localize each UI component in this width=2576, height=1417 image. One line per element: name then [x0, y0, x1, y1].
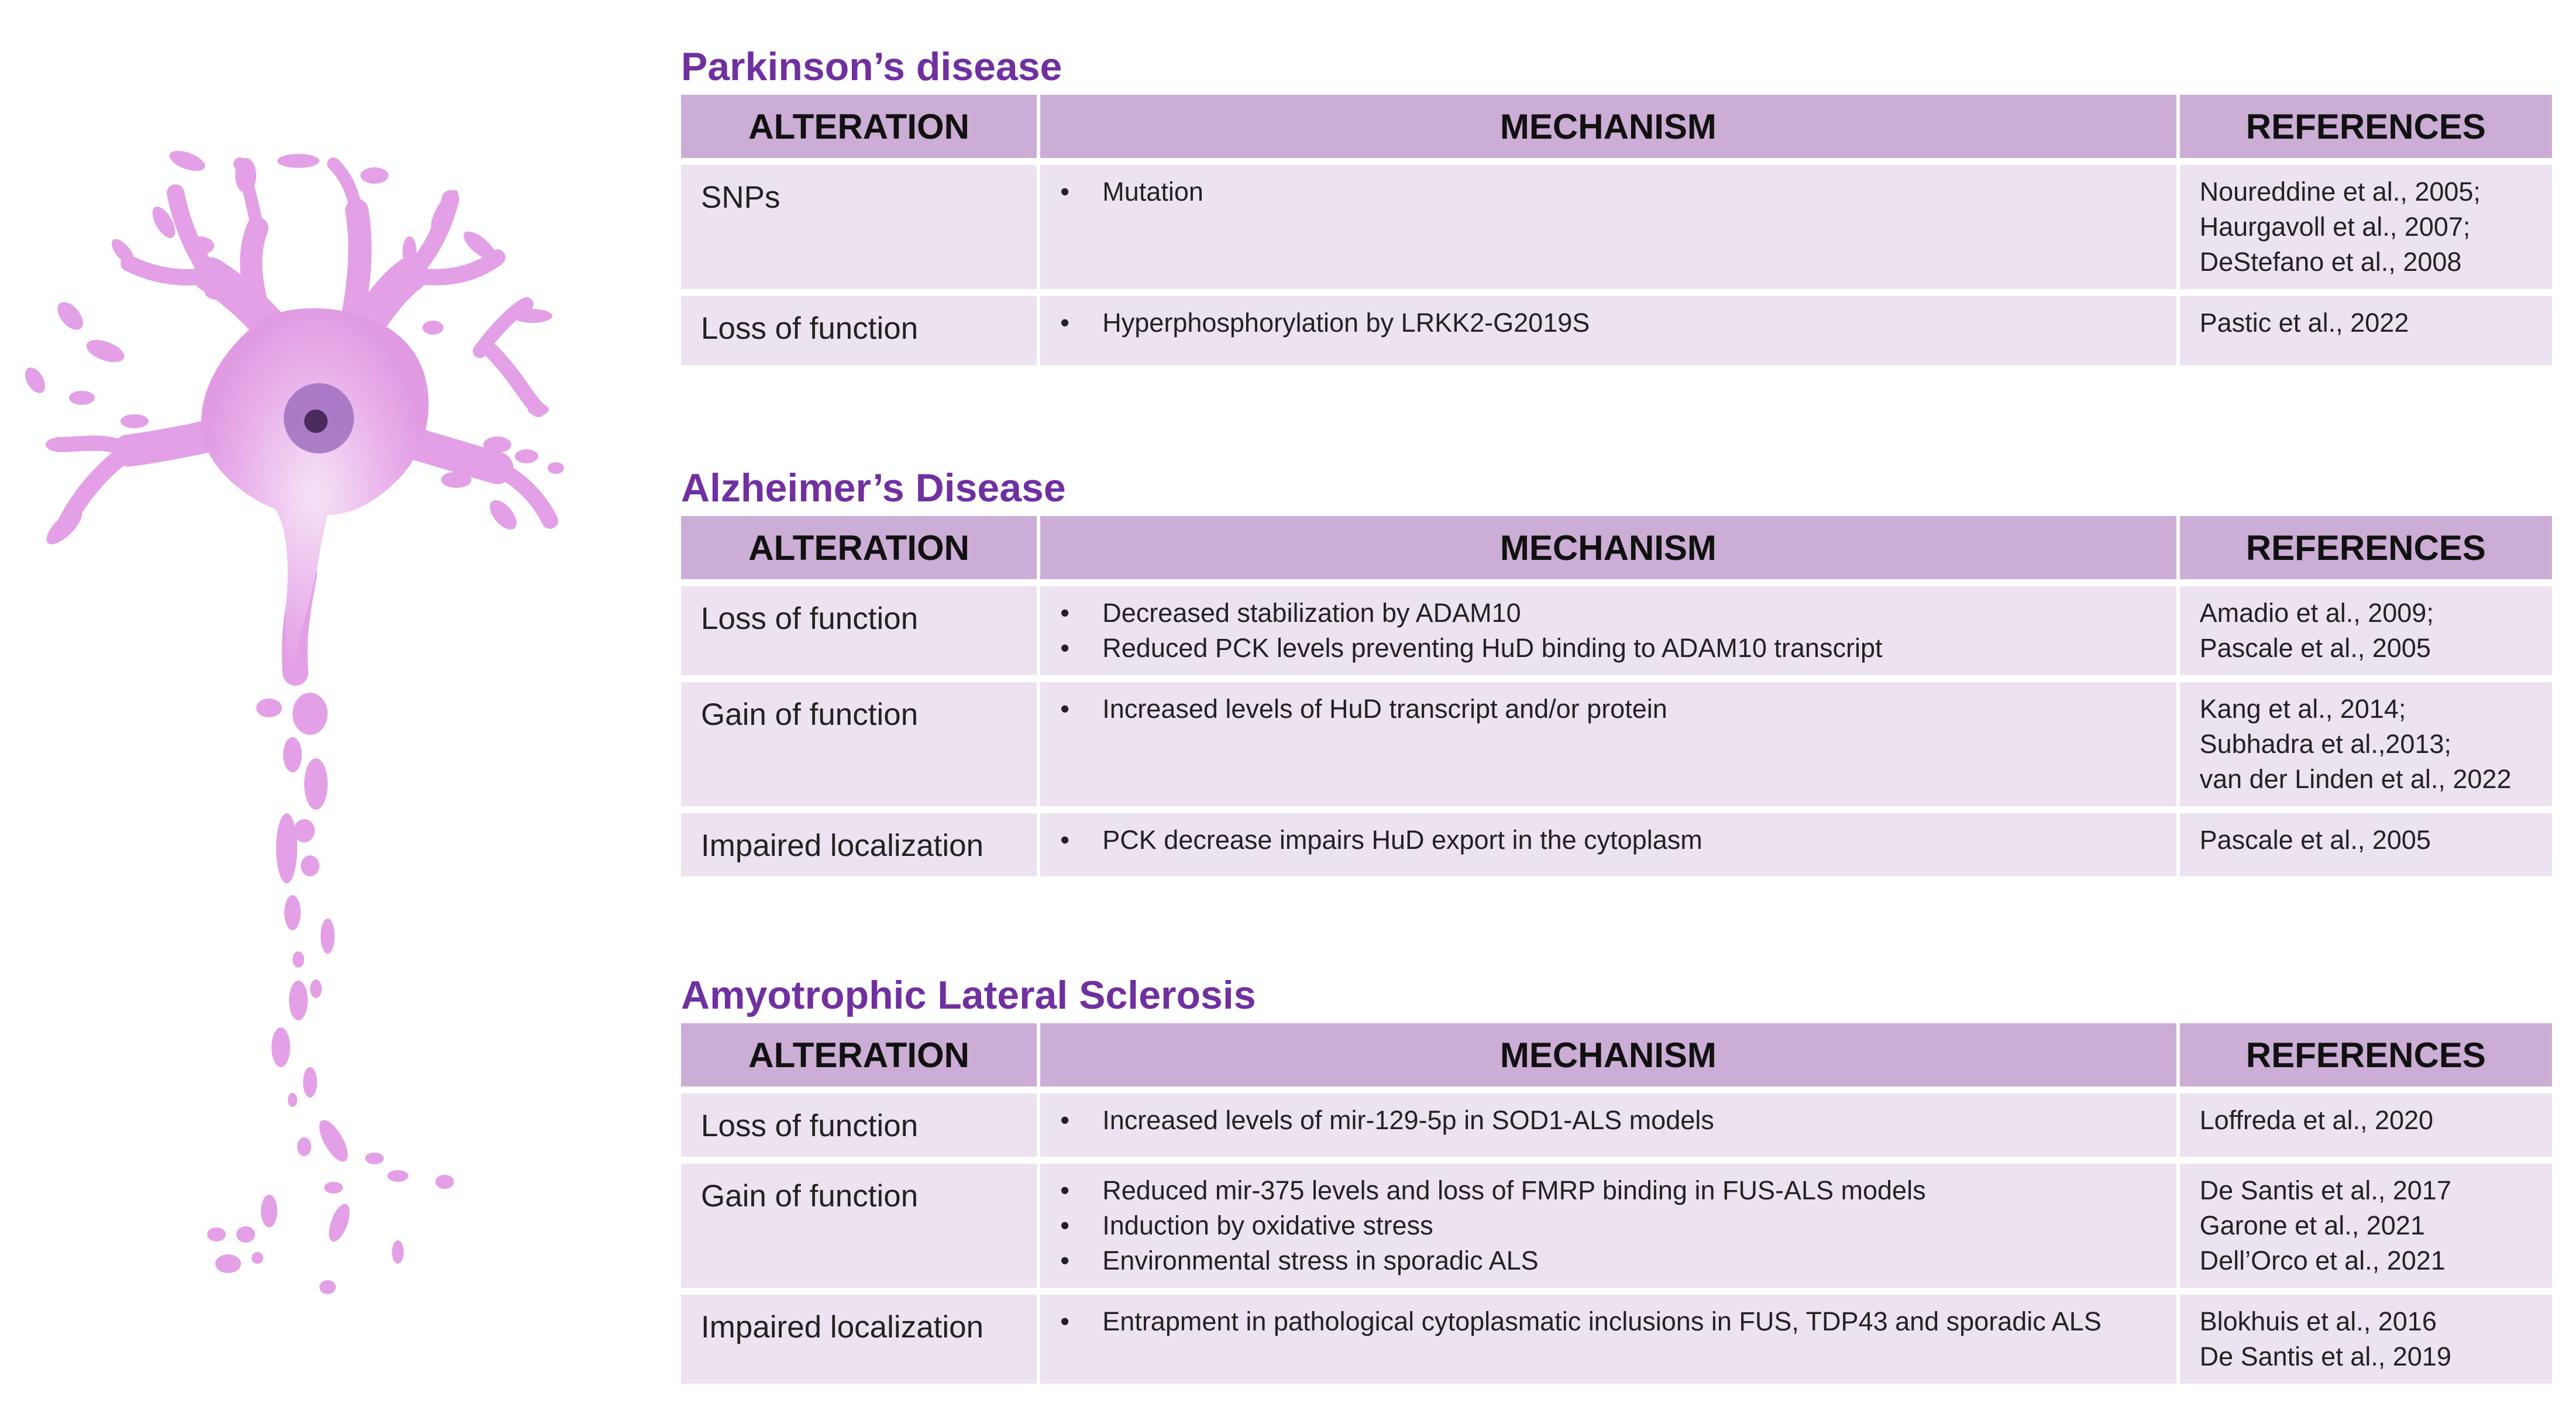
- references-cell: [2180, 682, 2552, 806]
- neuron-icon: [0, 0, 614, 1417]
- table-header-row: [681, 1023, 2552, 1086]
- alteration-cell: Gain of function: [681, 682, 1037, 806]
- section-alzheimers: [681, 460, 2552, 883]
- reference: Pascale et al., 2005: [2199, 633, 2431, 663]
- reference: Dell’Orco et al., 2021: [2199, 1246, 2446, 1275]
- header-references: REFERENCES: [2180, 1023, 2552, 1086]
- reference: Noureddine et al., 2005;: [2199, 177, 2481, 207]
- reference: Kang et al., 2014;: [2199, 694, 2406, 724]
- mechanism-item: • Increased levels of HuD transcript and/or protein: [1060, 692, 2156, 727]
- table-row: [681, 1164, 2552, 1288]
- table-row: [681, 165, 2552, 289]
- alzheimers-table: [677, 509, 2556, 883]
- neuron-nucleolus: [304, 410, 328, 433]
- mechanism-item: • Increased levels of mir-129-5p in SOD1-ALS models: [1060, 1103, 2156, 1138]
- table-row: [681, 1093, 2552, 1157]
- references-cell: [2180, 165, 2552, 289]
- reference: Pastic et al., 2022: [2199, 308, 2409, 338]
- mechanism-cell: [1040, 165, 2176, 289]
- table-row: [681, 1295, 2552, 1384]
- reference: Pascale et al., 2005: [2199, 825, 2431, 855]
- neuron-soma: [201, 308, 429, 685]
- reference: Amadio et al., 2009;: [2199, 598, 2434, 628]
- mechanism-item: • Entrapment in pathological cytoplasmatic inclusions in FUS, TDP43 and sporadic ALS: [1060, 1304, 2156, 1339]
- table-row: [681, 586, 2552, 675]
- references-cell: [2180, 1295, 2552, 1384]
- reference: Garone et al., 2021: [2199, 1210, 2425, 1240]
- reference: Haurgavoll et al., 2007;: [2199, 212, 2471, 242]
- alteration-cell: Impaired localization: [681, 813, 1037, 876]
- alteration-cell: SNPs: [681, 165, 1037, 289]
- table-header-row: [681, 516, 2552, 579]
- reference: Blokhuis et al., 2016: [2199, 1306, 2437, 1336]
- alteration-cell: Impaired localization: [681, 1295, 1037, 1384]
- table-row: [681, 813, 2552, 876]
- mechanism-cell: [1040, 1093, 2176, 1157]
- mechanism-cell: [1040, 682, 2176, 806]
- section-title: Parkinson’s disease: [681, 44, 1062, 89]
- mechanism-item: • PCK decrease impairs HuD export in the cytoplasm: [1060, 823, 2156, 858]
- header-references: REFERENCES: [2180, 95, 2552, 158]
- reference: van der Linden et al., 2022: [2199, 764, 2512, 794]
- parkinsons-table: [677, 88, 2556, 372]
- mechanism-cell: [1040, 1164, 2176, 1288]
- table-row: [681, 296, 2552, 365]
- mechanism-item: • Induction by oxidative stress: [1060, 1208, 2156, 1243]
- header-mechanism: MECHANISM: [1040, 95, 2176, 158]
- mechanism-item: • Environmental stress in sporadic ALS: [1060, 1243, 2156, 1278]
- section-title: Amyotrophic Lateral Sclerosis: [681, 973, 1256, 1017]
- table-header-row: [681, 95, 2552, 158]
- alteration-cell: Loss of function: [681, 586, 1037, 675]
- alteration-cell: Gain of function: [681, 1164, 1037, 1288]
- references-cell: [2180, 1093, 2552, 1157]
- references-cell: [2180, 296, 2552, 365]
- mechanism-cell: [1040, 296, 2176, 365]
- reference: De Santis et al., 2017: [2199, 1175, 2451, 1205]
- section-als: [681, 967, 2552, 1391]
- table-row: [681, 682, 2552, 806]
- reference: DeStefano et al., 2008: [2199, 247, 2462, 277]
- alteration-cell: Loss of function: [681, 296, 1037, 365]
- header-alteration: ALTERATION: [681, 1023, 1037, 1086]
- header-mechanism: MECHANISM: [1040, 1023, 2176, 1086]
- alteration-cell: Loss of function: [681, 1093, 1037, 1157]
- references-cell: [2180, 586, 2552, 675]
- mechanism-cell: [1040, 813, 2176, 876]
- als-table: [677, 1016, 2556, 1391]
- section-parkinsons: [681, 39, 2552, 372]
- mechanism-item: • Mutation: [1060, 174, 2156, 209]
- mechanism-item: • Reduced PCK levels preventing HuD binding to ADAM10 transcript: [1060, 631, 2156, 666]
- section-title: Alzheimer’s Disease: [681, 466, 1066, 510]
- reference: Subhadra et al.,2013;: [2199, 729, 2451, 759]
- mechanism-item: • Reduced mir-375 levels and loss of FMRP binding in FUS-ALS models: [1060, 1173, 2156, 1208]
- mechanism-item: • Hyperphosphorylation by LRKK2-G2019S: [1060, 305, 2156, 341]
- header-references: REFERENCES: [2180, 516, 2552, 579]
- mechanism-item: • Decreased stabilization by ADAM10: [1060, 596, 2156, 631]
- reference: De Santis et al., 2019: [2199, 1342, 2451, 1371]
- header-mechanism: MECHANISM: [1040, 516, 2176, 579]
- header-alteration: ALTERATION: [681, 516, 1037, 579]
- references-cell: [2180, 1164, 2552, 1288]
- mechanism-cell: [1040, 586, 2176, 675]
- references-cell: [2180, 813, 2552, 876]
- reference: Loffreda et al., 2020: [2199, 1105, 2434, 1135]
- mechanism-cell: [1040, 1295, 2176, 1384]
- header-alteration: ALTERATION: [681, 95, 1037, 158]
